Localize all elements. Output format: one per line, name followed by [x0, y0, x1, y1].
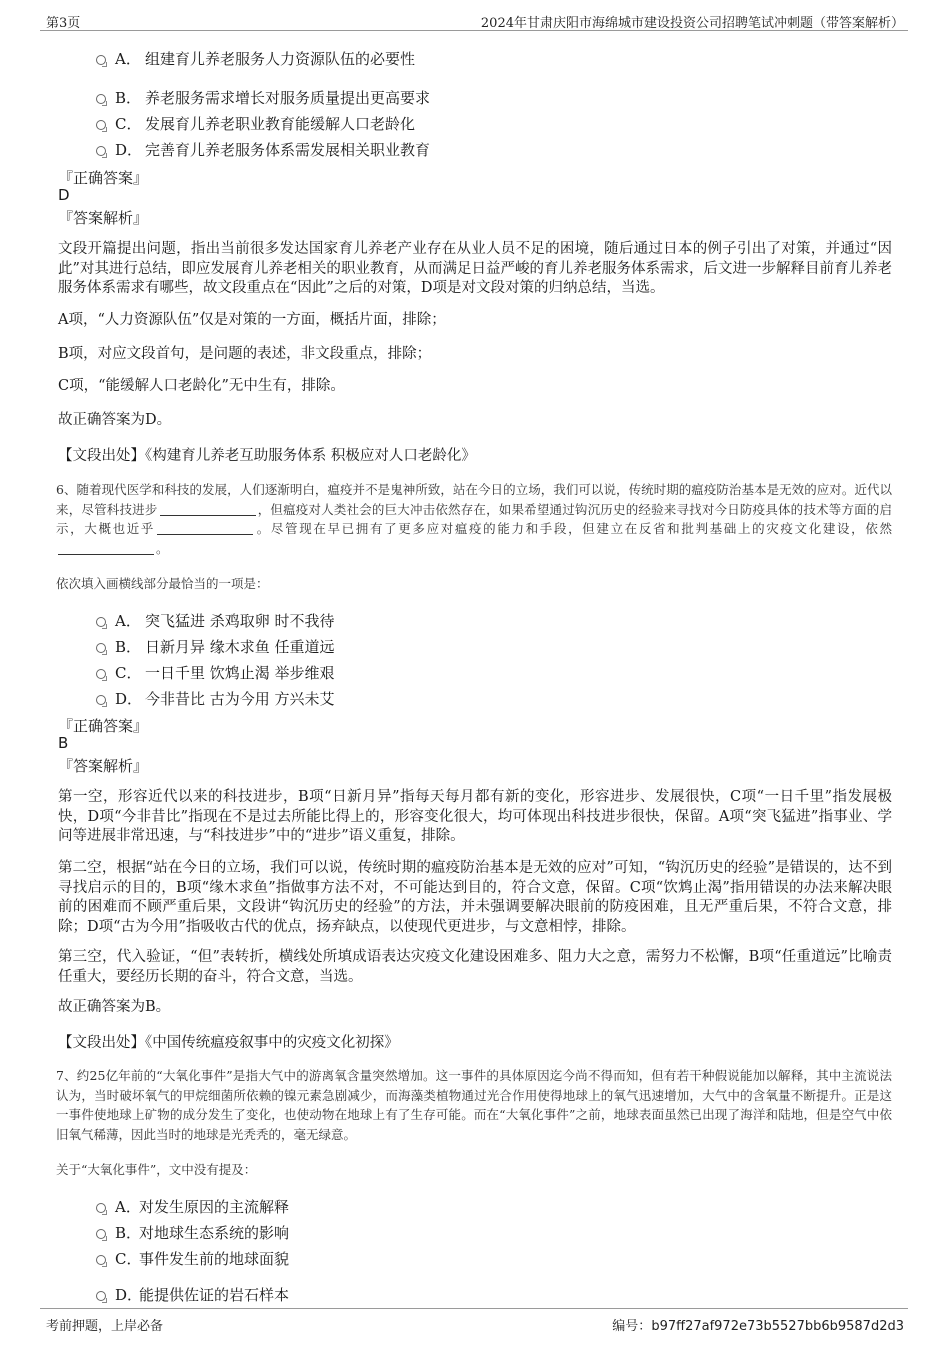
page-number: 第3页 [46, 16, 81, 31]
q6-option-b[interactable]: B． 日新月异 缘木求鱼 任重道远 [96, 636, 335, 657]
q6-question-text: 6、随着现代医学和科技的发展，人们逐渐明白，瘟疫并不是鬼神所致，站在今日的立场，我们可以说，传统时期的瘟疫防治基本是无效的应对。近代以来，尽管科技进步 ，但瘟疫对人类社会的巨大冲击依然存在，如果希望通过钩沉历史的经验来寻找对今日防疫具体的技术等方面的启示，大概也近乎 。尽管现在早已拥有了更多应对瘟疫的能力和手段，但建立在反省和批判基础上的灾疫文化建设，依然。 [56, 482, 892, 556]
q5-analysis-paragraph: A项，“人力资源队伍”仅是对策的一方面，概括片面，排除； [58, 312, 446, 328]
q5-option-b[interactable]: B． 养老服务需求增长对服务质量提出更高要求 [96, 87, 430, 108]
q6-source: 【文段出处】《中国传统瘟疫叙事中的灾疫文化初探》 [58, 1035, 399, 1051]
document-title: 2024年甘肃庆阳市海绵城市建设投资公司招聘笔试冲刺题（带答案解析） [480, 16, 904, 31]
q6-analysis-paragraph: 第二空，根据“站在今日的立场，我们可以说，传统时期的瘟疫防治基本是无效的应对”可知，“钩沉历史的经验”是错误的，达不到寻找启示的目的，B项“缘木求鱼”指做事方法不对，不可能达到目的，符合文意，保留。C项“饮鸩止渴”指用错误的办法来解决眼前的困难而不顾严重后果，文段讲“钩沉历史的经验”的方法，并未强调要解决眼前的防疫困难，且无严重后果，不符合文意，排除；D项“古为今用”指吸收古代的优点，扬弃缺点，以使现代更进步，与文意相悖，排除。 [58, 860, 892, 935]
document-code: 编号：b97ff27af972e73b5527bb6b9587d2d3 [612, 1319, 904, 1334]
q7-option-a[interactable]: A．对发生原因的主流解释 [96, 1196, 289, 1217]
blank-line [58, 542, 154, 555]
radio-icon[interactable] [96, 1203, 106, 1213]
q5-answer-label: 『正确答案』 [58, 169, 149, 187]
q7-prompt: 关于“大氧化事件”，文中没有提及： [56, 1162, 257, 1177]
radio-icon[interactable] [96, 120, 106, 130]
blank-line [160, 503, 256, 516]
q7-option-b[interactable]: B．对地球生态系统的影响 [96, 1222, 289, 1243]
q7-question-text: 7、约25亿年前的“大氧化事件”是指大气中的游离氧含量突然增加。这一事件的具体原因迄今尚不得而知，但有若干种假说能加以解释，其中主流说法认为，当时破坏氧气的甲烷细菌所依赖的镍元素急剧减少，而海藻类植物通过光合作用使得地球上的氧气迅速增加，大气中的含氧量不断提升。正是这一事件使地球上矿物的成分发生了变化，也使动物在地球上有了生存可能。而在“大氧化事件”之前，地球表面虽然已出现了海洋和陆地，但是空气中依旧氧气稀薄，因此当时的地球是光秃秃的，毫无绿意。 [56, 1068, 892, 1142]
q5-analysis-paragraph: 文段开篇提出问题，指出当前很多发达国家育儿养老产业存在从业人员不足的困境，随后通过日本的例子引出了对策，并通过“因此”对其进行总结，即应发展育儿养老相关的职业教育，从而满足日益严峻的育儿养老服务体系需求，后文进一步解释目前育儿养老服务体系需求有哪些，故文段重点在“因此”之后的对策，D项是对文段对策的归纳总结，当选。 [58, 241, 892, 296]
q5-analysis-paragraph: B项，对应文段首句，是问题的表述，非文段重点，排除； [58, 346, 432, 362]
q6-analysis-label: 『答案解析』 [58, 757, 149, 775]
q5-option-a[interactable]: A． 组建育儿养老服务人力资源队伍的必要性 [96, 48, 415, 69]
radio-icon[interactable] [96, 1291, 106, 1301]
page-header [40, 8, 908, 31]
footer-slogan: 考前押题，上岸必备 [46, 1319, 164, 1334]
radio-icon[interactable] [96, 617, 106, 627]
q7-option-d[interactable]: D．能提供佐证的岩石样本 [96, 1284, 289, 1305]
q7-option-c[interactable]: C．事件发生前的地球面貌 [96, 1248, 289, 1269]
page-footer [40, 1308, 908, 1335]
q6-option-a[interactable]: A． 突飞猛进 杀鸡取卵 时不我待 [96, 610, 335, 631]
q6-analysis-paragraph: 第三空，代入验证，“但”表转折，横线处所填成语表达灾疫文化建设困难多、阻力大之意，需努力不松懈，B项“任重道远”比喻责任重大，要经历长期的奋斗，符合文意，当选。 [58, 949, 892, 985]
q5-source: 【文段出处】《构建育儿养老互助服务体系 积极应对人口老龄化》 [58, 448, 476, 464]
q6-prompt: 依次填入画横线部分最恰当的一项是： [56, 576, 269, 591]
blank-line [157, 522, 253, 535]
q5-option-c[interactable]: C． 发展育儿养老职业教育能缓解人口老龄化 [96, 113, 415, 134]
radio-icon[interactable] [96, 1255, 106, 1265]
radio-icon[interactable] [96, 669, 106, 679]
q5-answer: D [58, 186, 70, 204]
q6-answer: B [58, 734, 69, 752]
q5-analysis-paragraph: 故正确答案为D。 [58, 412, 172, 428]
radio-icon[interactable] [96, 94, 106, 104]
radio-icon[interactable] [96, 643, 106, 653]
q5-analysis-paragraph: C项，“能缓解人口老龄化”无中生有，排除。 [58, 378, 345, 394]
q6-option-d[interactable]: D． 今非昔比 古为今用 方兴未艾 [96, 688, 335, 709]
q5-option-d[interactable]: D． 完善育儿养老服务体系需发展相关职业教育 [96, 139, 430, 160]
q6-option-c[interactable]: C． 一日千里 饮鸩止渴 举步维艰 [96, 662, 335, 683]
radio-icon[interactable] [96, 146, 106, 156]
radio-icon[interactable] [96, 55, 106, 65]
q6-answer-label: 『正确答案』 [58, 717, 149, 735]
q6-analysis-paragraph: 第一空，形容近代以来的科技进步，B项“日新月异”指每天每月都有新的变化，形容进步、发展很快，C项“一日千里”指发展极快，D项“今非昔比”指现在不是过去所能比得上的，形容变化很大，均可体现出科技进步很快，保留。A项“突飞猛进”指事业、学问等进展非常迅速，与“科技进步”中的“进步”语义重复，排除。 [58, 789, 892, 844]
radio-icon[interactable] [96, 695, 106, 705]
radio-icon[interactable] [96, 1229, 106, 1239]
q5-analysis-label: 『答案解析』 [58, 209, 149, 227]
q6-analysis-paragraph: 故正确答案为B。 [58, 999, 171, 1015]
